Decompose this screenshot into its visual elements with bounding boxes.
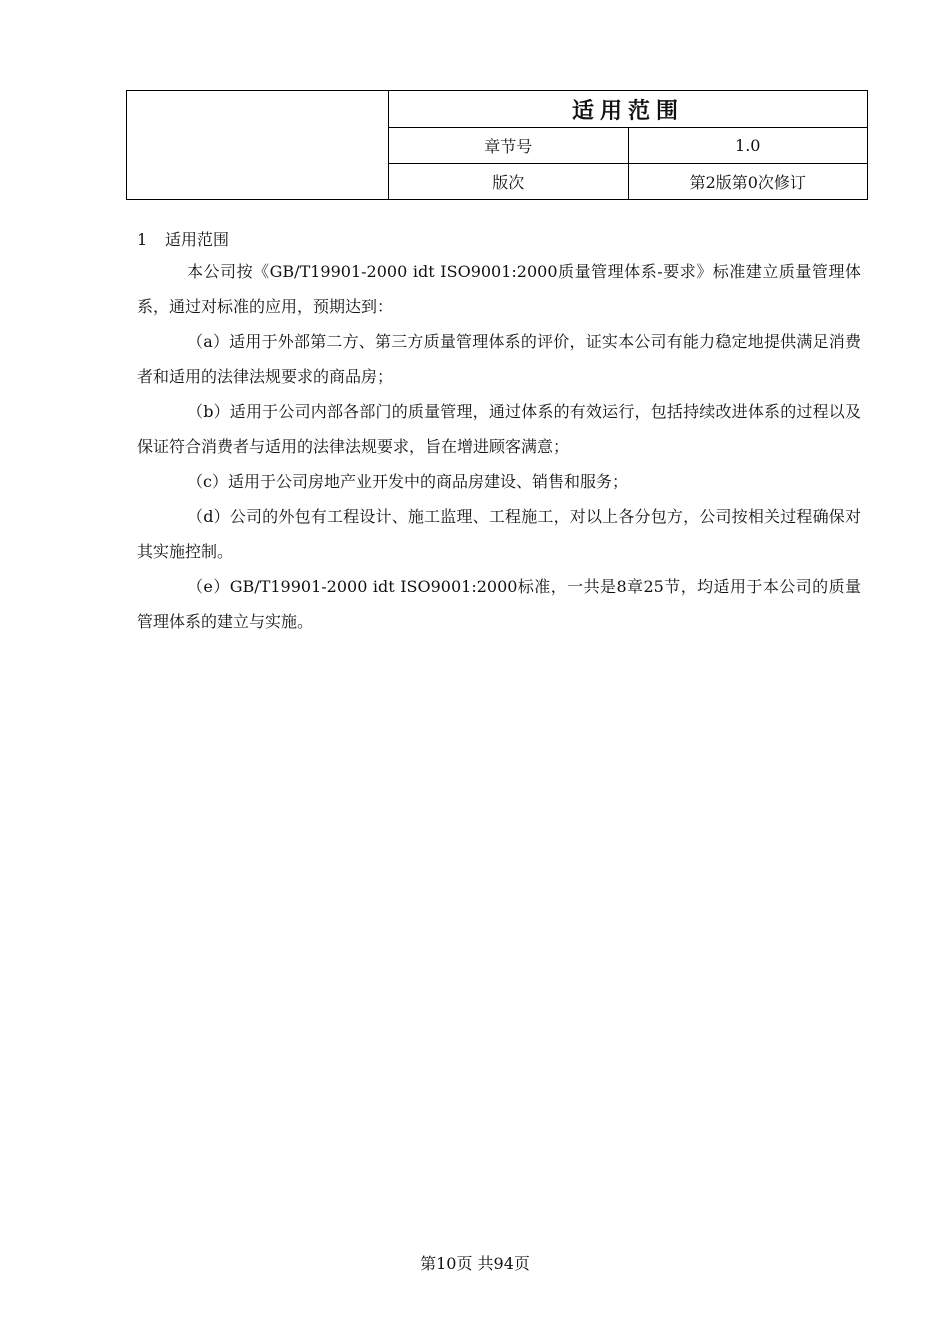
document-header-table <box>126 90 868 200</box>
chapter-number-value: 1.0 <box>628 128 868 164</box>
paragraph-item-e: （e）GB/T19901-2000 idt ISO9001:2000标准，一共是8章25节，均适用于本公司的质量管理体系的建立与实施。 <box>137 577 861 631</box>
logo-cell-empty <box>127 91 389 200</box>
edition-label: 版次 <box>389 164 629 200</box>
page-footer: 第10页 共94页 <box>420 1254 530 1273</box>
paragraph-item-a: （a）适用于外部第二方、第三方质量管理体系的评价，证实本公司有能力稳定地提供满足消费者和适用的法律法规要求的商品房； <box>137 332 861 386</box>
header-title: 适用范围 <box>389 91 868 128</box>
paragraph-item-b: （b）适用于公司内部各部门的质量管理，通过体系的有效运行，包括持续改进体系的过程以及保证符合消费者与适用的法律法规要求，旨在增进顾客满意； <box>137 402 861 456</box>
section-heading <box>137 226 861 254</box>
section-number: 1 <box>137 230 148 249</box>
edition-value: 第2版第0次修订 <box>628 164 868 200</box>
document-body <box>137 226 861 639</box>
paragraph-item-c: （c）适用于公司房地产业开发中的商品房建设、销售和服务； <box>187 472 628 491</box>
chapter-number-label: 章节号 <box>389 128 629 164</box>
section-title: 适用范围 <box>165 230 230 249</box>
paragraph-item-d: （d）公司的外包有工程设计、施工监理、工程施工，对以上各分包方，公司按相关过程确保对其实施控制。 <box>137 507 861 561</box>
paragraph-intro: 本公司按《GB/T19901-2000 idt ISO9001:2000质量管理体系-要求》标准建立质量管理体系，通过对标准的应用，预期达到： <box>137 262 861 316</box>
